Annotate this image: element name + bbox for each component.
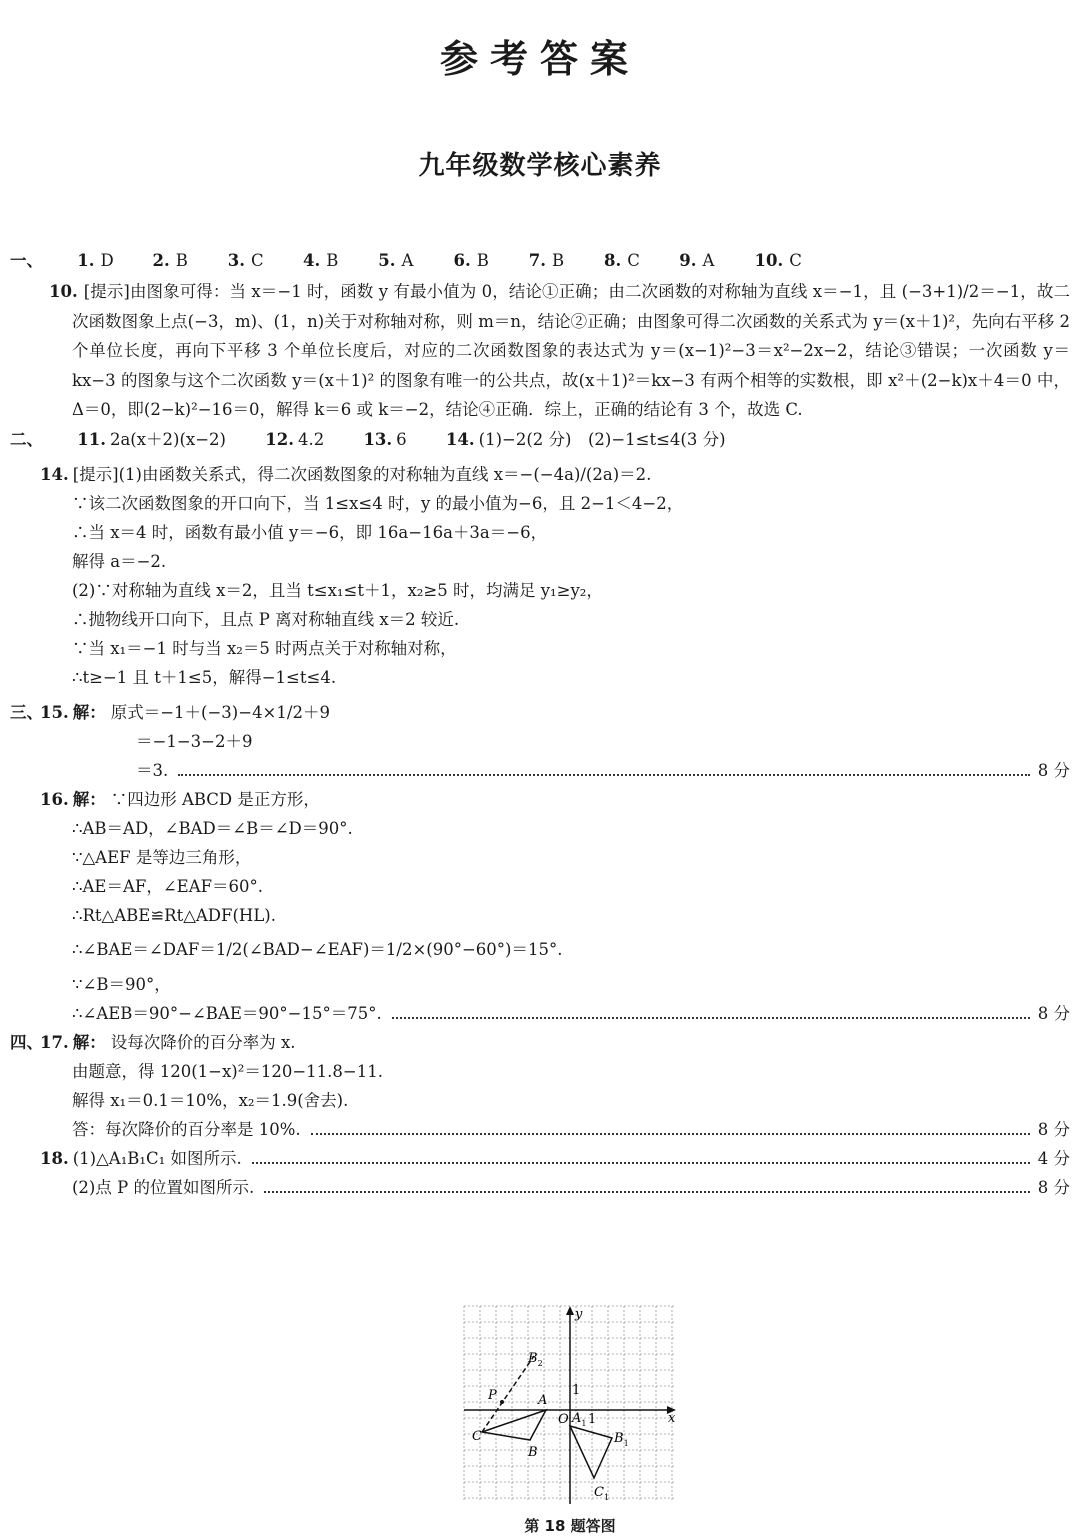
label-a: A [538,1393,548,1408]
q18-points-2: 8 分 [1037,1177,1070,1197]
q18-points-1: 4 分 [1037,1148,1070,1168]
q18-part1: 18. (1)△A₁B₁C₁ 如图所示. 4 分 [10,1144,1070,1173]
q17-line: 由题意，得 120(1−x)²＝120−11.8−11. [72,1061,383,1081]
label-b2: $B_2$ [528,1351,543,1368]
mc-answer: 7. B [528,251,565,270]
origin-label: O [558,1412,569,1427]
fill-answer: 12. 4.2 [265,429,325,449]
unit-x-label: 1 [588,1412,597,1427]
fill-answer: 11. 2a(x＋2)(x−2) [77,429,226,449]
fill-answer: 14. (1)−2(2 分) (2)−1≤t≤4(3 分) [445,429,726,449]
label-b1: $B_1$ [614,1431,629,1448]
triangle-abc [482,1410,546,1440]
section-label-2: 二、 [10,429,43,449]
q17-points: 8 分 [1037,1119,1070,1139]
y-axis-label: y [575,1307,583,1322]
q14-line: 解得 a＝−2. [72,551,167,571]
coordinate-grid-figure [462,1304,678,1514]
q17-line: 解得 x₁＝0.1＝10%，x₂＝1.9(舍去). [72,1090,349,1110]
q16-line: ∴Rt△ABE≌Rt△ADF(HL). [72,905,276,925]
mc-answer: 10. C [754,251,802,270]
x-axis-label: x [668,1411,676,1426]
mc-answer: 2. B [152,251,188,270]
q15-score-line: ＝3. 8 分 [10,756,1070,785]
q17-score-line: 答：每次降价的百分率是 10%. 8 分 [10,1115,1070,1144]
mc-answers-row [10,246,1070,275]
page-subtitle: 九年级数学核心素养 [418,151,662,181]
label-b: B [528,1445,538,1460]
label-p: P [488,1388,497,1403]
label-c: C [472,1429,482,1444]
q16-line: ∴AE＝AF，∠EAF＝60°. [72,876,264,896]
section-label-4: 四、 [10,1032,43,1052]
answer-content [10,246,1070,1202]
q18-part2: (2)点 P 的位置如图所示. 8 分 [10,1173,1070,1202]
section-label-1: 一、 [10,251,43,270]
y-axis-arrow-icon [566,1306,574,1315]
q15-solution: 三、15. 解： 原式＝−1＋(−3)−4×1/2＋9 [10,698,1070,727]
q14-line: ∴当 x＝4 时，函数有最小值 y＝−6，即 16a−16a＋3a＝−6， [72,522,548,542]
page-title: 参考答案 [439,37,640,81]
label-c1: $C_1$ [594,1485,610,1502]
label-a1: $A_1$ [572,1411,587,1428]
q14-line: ∴t≥−1 且 t＋1≤5，解得−1≤t≤4. [72,667,337,687]
mc-answer: 1. D [77,251,114,270]
q18-figure [462,1304,678,1536]
q15-line: ＝−1−3−2＋9 [136,731,253,751]
q16-points: 8 分 [1037,1003,1070,1023]
q14-hint: 14. [提示](1)由函数关系式，得二次函数图象的对称轴为直线 x＝−(−4a)/(2a)＝2. [40,464,652,484]
q15-points: 8 分 [1037,760,1070,780]
mc-answer: 4. B [303,251,339,270]
fill-answers-row [10,425,1070,454]
mc-answer: 9. A [679,251,715,270]
fill-answer: 13. 6 [363,429,407,449]
mc-answer: 6. B [453,251,489,270]
q16-line: ∴AB＝AD，∠BAD＝∠B＝∠D＝90°. [72,818,353,838]
q16-line: ∵∠B＝90°， [72,974,171,994]
q16-solution: 16. 解： ∵四边形 ABCD 是正方形， [40,789,320,809]
q17-solution: 四、17. 解： 设每次降价的百分率为 x. [10,1028,1070,1057]
q14-line: ∵该二次函数图象的开口向下，当 1≤x≤4 时，y 的最小值为−6，且 2−1＜4−2， [72,493,684,513]
q16-line: ∵△AEF 是等边三角形， [72,847,252,867]
q14-line: (2)∵对称轴为直线 x＝2，且当 t≤x₁≤t＋1，x₂≥5 时，均满足 y₁≥y₂， [72,580,603,600]
point-p-marker [500,1400,504,1404]
q16-score-line: ∴∠AEB＝90°−∠BAE＝90°−15°＝75°. 8 分 [10,999,1070,1028]
unit-y-label: 1 [572,1383,581,1398]
q10-hint: 10. [提示]由图象可得：当 x＝−1 时，函数 y 有最小值为 0，结论①正确；由二次函数的对称轴为直线 x＝−1，且 (−3+1)/2＝−1，故二次函数图象上点(−3，m)、(1，n)关于对称轴对称，则 m＝n，结论②正确；由图象可得二次函数的关系式为 y＝(x＋1)²，先向右平移 2 个单位长度，再向下平移 3 个单位长度后，对应的二次函数图象的表达式为 y＝(x−1)²−3＝x²−2x−2，结论③错误；一次函数 y＝kx−3 的图象与这个二次函数 y＝(x＋1)² 的图象有唯一的公共点，故(x＋1)²＝kx−3 有两个相等的实数根，即 x²＋(2−k)x＋4＝0 中，Δ＝0，即(2−k)²−16＝0，解得 k＝6 或 k＝−2，结论④正确．综上，正确的结论有 3 个，故选 C. [49,282,1070,419]
section-label-3: 三、 [10,702,43,722]
q16-line: ∴∠BAE＝∠DAF＝1/2(∠BAD−∠EAF)＝1/2×(90°−60°)＝15°. [72,939,563,959]
mc-answer: 3. C [227,251,264,270]
q14-line: ∴抛物线开口向下，且点 P 离对称轴直线 x＝2 较近. [72,609,460,629]
mc-answer: 8. C [604,251,640,270]
q14-line: ∵当 x₁＝−1 时与当 x₂＝5 时两点关于对称轴对称， [72,638,457,658]
mc-answer: 5. A [378,251,414,270]
figure-caption: 第 18 题答图 [524,1517,616,1535]
